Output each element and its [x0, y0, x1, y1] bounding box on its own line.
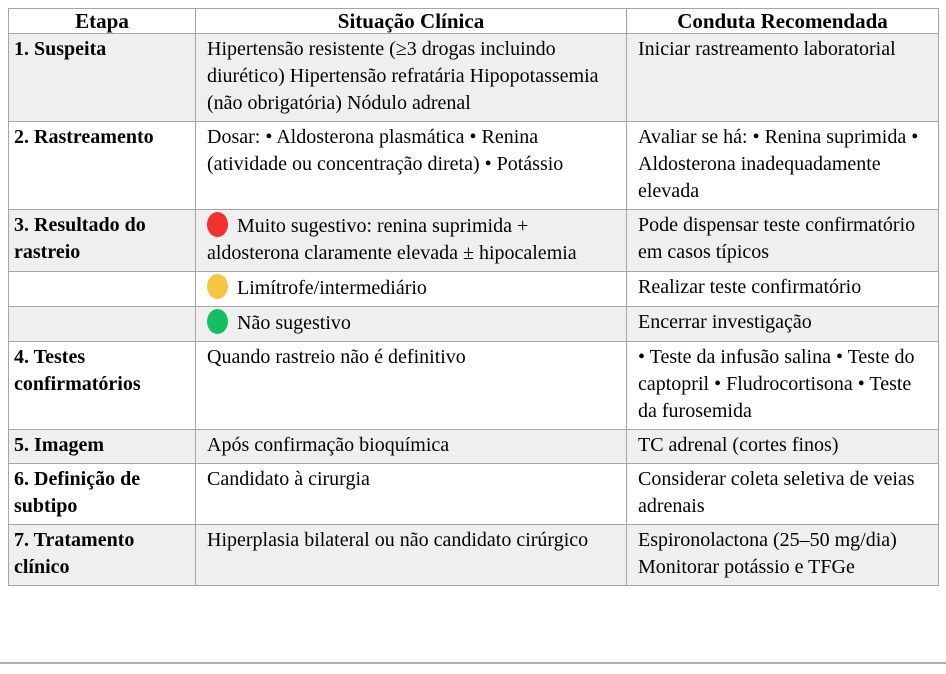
situacao-cell: Após confirmação bioquímica	[196, 430, 627, 464]
etapa-cell: 4. Testes confirmatórios	[9, 342, 196, 430]
situacao-cell: Hiperplasia bilateral ou não candidato cirúrgico	[196, 525, 627, 586]
situacao-cell	[196, 272, 627, 307]
table-row-definicao-de-subtipo	[9, 464, 939, 525]
conduta-cell: Avaliar se há: • Renina suprimida • Aldosterona inadequadamente elevada	[627, 122, 939, 210]
clinical-workup-table	[8, 8, 939, 586]
etapa-cell	[9, 307, 196, 342]
situacao-text: Muito sugestivo: renina suprimida + aldosterona claramente elevada ± hipocalemia	[207, 215, 577, 264]
conduta-cell: Considerar coleta seletiva de veias adrenais	[627, 464, 939, 525]
column-header-etapa: Etapa	[9, 9, 196, 34]
situacao-cell: Quando rastreio não é definitivo	[196, 342, 627, 430]
table-row-imagem	[9, 430, 939, 464]
conduta-cell: TC adrenal (cortes finos)	[627, 430, 939, 464]
table-row-tratamento-clinico	[9, 525, 939, 586]
conduta-cell: Espironolactona (25–50 mg/dia) Monitorar potássio e TFGe	[627, 525, 939, 586]
column-header-situacao-clinica: Situação Clínica	[196, 9, 627, 34]
yellow-status-dot-icon	[207, 274, 228, 299]
table-row-resultado-muito-sugestivo	[9, 210, 939, 272]
etapa-cell: 6. Definição de subtipo	[9, 464, 196, 525]
table-row-testes-confirmatorios	[9, 342, 939, 430]
bottom-divider	[0, 662, 946, 664]
header-row	[9, 9, 939, 34]
etapa-cell: 7. Tratamento clínico	[9, 525, 196, 586]
table-row-resultado-nao-sugestivo	[9, 307, 939, 342]
conduta-cell: Iniciar rastreamento laboratorial	[627, 34, 939, 122]
conduta-cell: • Teste da infusão salina • Teste do captopril • Fludrocortisona • Teste da furosemida	[627, 342, 939, 430]
conduta-cell: Encerrar investigação	[627, 307, 939, 342]
etapa-cell: 5. Imagem	[9, 430, 196, 464]
conduta-cell: Realizar teste confirmatório	[627, 272, 939, 307]
situacao-cell	[196, 210, 627, 272]
situacao-cell: Candidato à cirurgia	[196, 464, 627, 525]
situacao-text: Não sugestivo	[237, 312, 351, 334]
situacao-cell: Dosar: • Aldosterona plasmática • Renina (atividade ou concentração direta) • Potássio	[196, 122, 627, 210]
etapa-cell: 1. Suspeita	[9, 34, 196, 122]
etapa-cell: 3. Resultado do rastreio	[9, 210, 196, 272]
situacao-text: Limítrofe/intermediário	[237, 277, 427, 299]
table-row-rastreamento	[9, 122, 939, 210]
red-status-dot-icon	[207, 212, 228, 237]
green-status-dot-icon	[207, 309, 228, 334]
situacao-cell: Hipertensão resistente (≥3 drogas incluindo diurético) Hipertensão refratária Hipopotassemia (não obrigatória) Nódulo adrenal	[196, 34, 627, 122]
etapa-cell	[9, 272, 196, 307]
etapa-cell: 2. Rastreamento	[9, 122, 196, 210]
table-row-resultado-limitrofe	[9, 272, 939, 307]
situacao-cell	[196, 307, 627, 342]
table-row-suspeita	[9, 34, 939, 122]
column-header-conduta-recomendada: Conduta Recomendada	[627, 9, 939, 34]
conduta-cell: Pode dispensar teste confirmatório em casos típicos	[627, 210, 939, 272]
